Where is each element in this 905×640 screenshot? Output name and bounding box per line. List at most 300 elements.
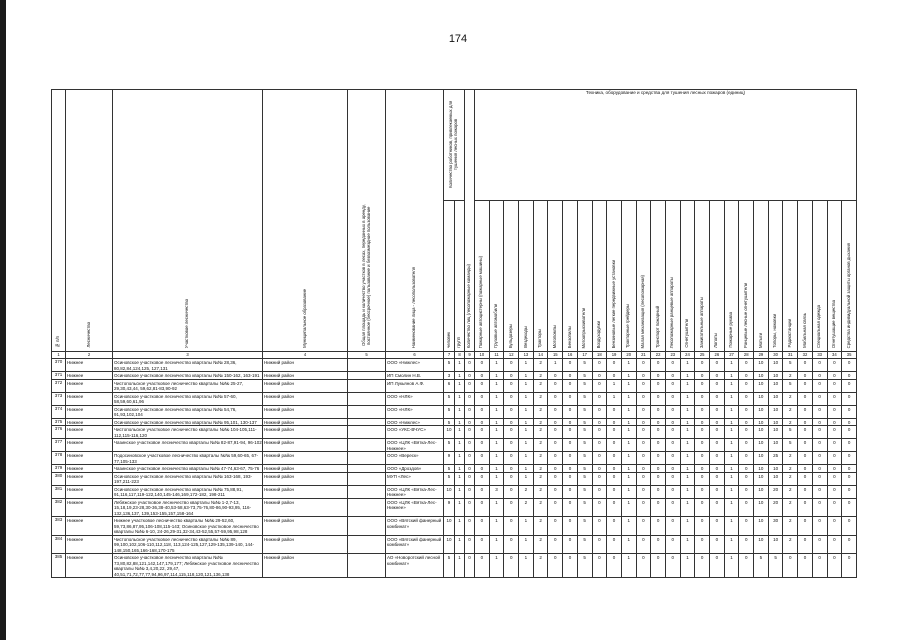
row-value: 0 bbox=[739, 465, 754, 473]
column-number: 16 bbox=[563, 352, 578, 359]
header-pkt bbox=[465, 90, 475, 352]
row-value: 5 bbox=[577, 392, 592, 405]
row-value: 10 bbox=[754, 485, 769, 498]
row-value: 0 bbox=[592, 439, 607, 452]
row-value: 0 bbox=[695, 405, 710, 418]
row-value: 1 bbox=[455, 439, 465, 452]
row-value: 1 bbox=[489, 465, 504, 473]
row-value: 0 bbox=[504, 392, 519, 405]
row-value: 0 bbox=[465, 359, 475, 372]
row-value: 0 bbox=[607, 426, 622, 439]
row-value: 0 bbox=[465, 472, 475, 485]
row-value: 0 bbox=[548, 379, 563, 392]
row-value: 2 bbox=[533, 485, 548, 498]
row-value: 5 bbox=[577, 359, 592, 372]
row-value: 2 bbox=[533, 535, 548, 554]
row-value: 0 bbox=[665, 517, 680, 536]
row-value: 1 bbox=[489, 359, 504, 372]
column-number: 23 bbox=[665, 352, 680, 359]
row-tenant: ООО «Вятский фанерный комбинат» bbox=[386, 517, 444, 536]
column-number: 28 bbox=[739, 352, 754, 359]
header-label: Мотоопрыскиватели bbox=[581, 307, 587, 348]
row-tenant: ИП Смолин Н.В. bbox=[386, 372, 444, 380]
table-row bbox=[52, 485, 857, 498]
row-value: 0 bbox=[475, 554, 490, 578]
row-value: 2 bbox=[533, 418, 548, 426]
row-value: 1 bbox=[455, 554, 465, 578]
column-number: 29 bbox=[754, 352, 769, 359]
column-number: 26 bbox=[710, 352, 725, 359]
row-value: 0 bbox=[842, 472, 857, 485]
row-municipality: Нижний район bbox=[263, 535, 348, 554]
row-value: 10 bbox=[754, 392, 769, 405]
header-label: Наименование лица - лесопользователя bbox=[411, 266, 417, 348]
row-value: 1 bbox=[519, 392, 534, 405]
row-tenant: ООО «Вереск» bbox=[386, 452, 444, 465]
header-label: Ранцевые лесные огнетушители bbox=[742, 283, 748, 348]
row-tenant: ИП Лукьянов А.Ф. bbox=[386, 379, 444, 392]
table-row bbox=[52, 405, 857, 418]
page-number: 174 bbox=[448, 33, 468, 45]
row-tenant: ООО «НЛК» bbox=[386, 392, 444, 405]
header-personnel-sub1 bbox=[444, 201, 455, 352]
header-equipment-item bbox=[695, 201, 710, 352]
row-value: 0 bbox=[695, 392, 710, 405]
row-value: 0 bbox=[665, 418, 680, 426]
header-equipment-item bbox=[680, 201, 695, 352]
row-value: 0 bbox=[548, 439, 563, 452]
row-value: 1 bbox=[680, 379, 695, 392]
row-value: 1 bbox=[519, 359, 534, 372]
row-value: 0 bbox=[827, 498, 842, 517]
row-value: 0 bbox=[842, 379, 857, 392]
row-value: 0 bbox=[739, 554, 754, 578]
row-area bbox=[348, 452, 386, 465]
row-value: 0 bbox=[665, 554, 680, 578]
row-value: 0 bbox=[563, 372, 578, 380]
table-row bbox=[52, 452, 857, 465]
column-number: 3 bbox=[113, 352, 263, 359]
row-forestry: Нижнее bbox=[66, 554, 113, 578]
row-value: 10 bbox=[754, 439, 769, 452]
row-value: 0 bbox=[465, 485, 475, 498]
row-value: 2 bbox=[783, 465, 798, 473]
row-value: 0 bbox=[607, 517, 622, 536]
row-value: 0 bbox=[636, 439, 651, 452]
column-number: 34 bbox=[827, 352, 842, 359]
row-value: 0 bbox=[636, 498, 651, 517]
row-value: 0 bbox=[665, 439, 680, 452]
row-district: Осиновское участковое лесничество кварталы №№ 54,76, 91,93,102,104 bbox=[113, 405, 263, 418]
row-forestry: Нижнее bbox=[66, 498, 113, 517]
column-number: 9 bbox=[465, 352, 475, 359]
row-number: 375 bbox=[52, 418, 66, 426]
row-value: 0 bbox=[812, 485, 827, 498]
row-value: 0 bbox=[827, 517, 842, 536]
header-equipment-item bbox=[489, 201, 504, 352]
row-value: 0 bbox=[739, 379, 754, 392]
row-district: Осиновское участковое лесничество кварталы №№ 73,80,82,88,121,142,147,179,177; Лебяжское участковое лесничество кварталы №№ 3,4,20,22, 29,47, 40,51,71,72,77,77,94,96,97,114,115,118,120,121,136,138 bbox=[113, 554, 263, 578]
row-area bbox=[348, 426, 386, 439]
row-area bbox=[348, 405, 386, 418]
row-value: 1 bbox=[680, 439, 695, 452]
row-value: 0 bbox=[739, 372, 754, 380]
row-value: 0 bbox=[842, 426, 857, 439]
row-value: 0 bbox=[475, 405, 490, 418]
row-forestry: Нижнее bbox=[66, 379, 113, 392]
row-value: 0 bbox=[475, 418, 490, 426]
row-municipality: Нижний район bbox=[263, 517, 348, 536]
row-value: 9 bbox=[444, 452, 455, 465]
row-value: 0 bbox=[665, 465, 680, 473]
row-value: 1 bbox=[519, 372, 534, 380]
column-number: 5 bbox=[348, 352, 386, 359]
row-value: 1 bbox=[489, 452, 504, 465]
row-value: 0 bbox=[842, 554, 857, 578]
row-value: 0 bbox=[827, 379, 842, 392]
header-label: Мобильная связь bbox=[801, 313, 807, 348]
row-value: 0 bbox=[607, 535, 622, 554]
header-label: Тракторы bbox=[537, 329, 543, 348]
row-value: 0 bbox=[842, 465, 857, 473]
row-value: 2 bbox=[533, 359, 548, 372]
row-value: 1 bbox=[724, 439, 739, 452]
row-value: 0 bbox=[548, 426, 563, 439]
row-tenant: МУП «Лес» bbox=[386, 472, 444, 485]
header-label: Огнетушители bbox=[684, 319, 690, 348]
column-number: 30 bbox=[768, 352, 783, 359]
row-value: 0 bbox=[739, 535, 754, 554]
row-value: 10 bbox=[768, 418, 783, 426]
row-value: 0 bbox=[592, 359, 607, 372]
row-value: 2 bbox=[533, 554, 548, 578]
row-value: 0 bbox=[548, 498, 563, 517]
header-equipment-item bbox=[607, 201, 622, 352]
row-value: 0 bbox=[739, 498, 754, 517]
row-value: 0 bbox=[504, 379, 519, 392]
row-value: 0 bbox=[592, 498, 607, 517]
row-value: 0 bbox=[636, 392, 651, 405]
row-tenant: АО «Новоротский лесной комбинат» bbox=[386, 554, 444, 578]
row-value: 10 bbox=[768, 535, 783, 554]
row-district: Подосиновское участковое лесничество кварталы №№ 59,60-65, 67-77,105-133 bbox=[113, 452, 263, 465]
row-value: 25 bbox=[768, 452, 783, 465]
row-forestry: Нижнее bbox=[66, 472, 113, 485]
header-equipment-item bbox=[665, 201, 680, 352]
row-value: 0 bbox=[636, 535, 651, 554]
row-value: 0 bbox=[504, 485, 519, 498]
row-value: 0 bbox=[827, 426, 842, 439]
row-value: 2 bbox=[783, 485, 798, 498]
row-value: 0 bbox=[651, 426, 666, 439]
row-value: 0 bbox=[504, 418, 519, 426]
row-value: 0 bbox=[465, 535, 475, 554]
row-tenant: ООО «Вятский фанерный комбинат» bbox=[386, 535, 444, 554]
row-value: 0 bbox=[651, 418, 666, 426]
header-label: групп bbox=[456, 337, 462, 348]
row-value: 5 bbox=[577, 472, 592, 485]
row-value: 1 bbox=[621, 452, 636, 465]
row-value: 0 bbox=[695, 554, 710, 578]
row-value: 10 bbox=[754, 472, 769, 485]
row-value: 5 bbox=[577, 405, 592, 418]
row-value: 0 bbox=[812, 372, 827, 380]
row-value: 0 bbox=[827, 392, 842, 405]
row-area bbox=[348, 485, 386, 498]
row-value: 9 bbox=[444, 498, 455, 517]
row-value: 10 bbox=[768, 426, 783, 439]
row-value: 10 bbox=[754, 465, 769, 473]
row-area bbox=[348, 535, 386, 554]
row-value: 2 bbox=[783, 392, 798, 405]
row-area bbox=[348, 498, 386, 517]
header-label: Специальная одежда bbox=[816, 304, 822, 348]
header-label: Огнетушащие вещества bbox=[830, 299, 836, 348]
row-value: 0 bbox=[710, 372, 725, 380]
row-value: 0 bbox=[812, 359, 827, 372]
row-value: 0 bbox=[465, 465, 475, 473]
row-value: 0 bbox=[710, 554, 725, 578]
row-value: 0 bbox=[842, 535, 857, 554]
row-forestry: Нижнее bbox=[66, 465, 113, 473]
row-value: 0 bbox=[651, 392, 666, 405]
row-value: 0 bbox=[465, 405, 475, 418]
row-number: 378 bbox=[52, 452, 66, 465]
row-value: 0 bbox=[665, 535, 680, 554]
row-value: 1 bbox=[724, 379, 739, 392]
row-value: 0 bbox=[504, 498, 519, 517]
header-equipment-item bbox=[504, 201, 519, 352]
row-value: 1 bbox=[489, 472, 504, 485]
column-number: 20 bbox=[621, 352, 636, 359]
row-value: 0 bbox=[695, 379, 710, 392]
row-value: 0 bbox=[798, 426, 813, 439]
table-row bbox=[52, 554, 857, 578]
row-value: 1 bbox=[621, 359, 636, 372]
row-forestry: Нижнее bbox=[66, 418, 113, 426]
row-value: 1 bbox=[489, 405, 504, 418]
row-value: 1 bbox=[455, 426, 465, 439]
row-forestry: Нижнее bbox=[66, 405, 113, 418]
row-area bbox=[348, 359, 386, 372]
row-value: 2 bbox=[533, 392, 548, 405]
row-value: 0 bbox=[812, 498, 827, 517]
row-value: 0 bbox=[739, 439, 754, 452]
row-value: 0 bbox=[465, 418, 475, 426]
row-value: 1 bbox=[724, 498, 739, 517]
row-value: 0 bbox=[798, 392, 813, 405]
row-forestry: Нижнее bbox=[66, 372, 113, 380]
table-row bbox=[52, 535, 857, 554]
column-number: 12 bbox=[504, 352, 519, 359]
row-value: 1 bbox=[621, 485, 636, 498]
table-row bbox=[52, 498, 857, 517]
row-value: 5 bbox=[444, 405, 455, 418]
row-value: 20 bbox=[768, 498, 783, 517]
row-value: 2 bbox=[533, 465, 548, 473]
row-value: 0 bbox=[465, 554, 475, 578]
row-value: 1 bbox=[621, 535, 636, 554]
row-value: 0 bbox=[710, 498, 725, 517]
header-label: Пожарные автоцистерны (пожарные машины) bbox=[478, 255, 484, 348]
row-value: 0 bbox=[548, 472, 563, 485]
row-district: Чистопольское участковое лесничество кварталы №№ 25-27, 29,30,43,44, 59,62,81-83,90-92 bbox=[113, 379, 263, 392]
row-value: 0 bbox=[695, 439, 710, 452]
row-value: 2 bbox=[783, 405, 798, 418]
row-value: 0 bbox=[465, 379, 475, 392]
row-value: 2 bbox=[533, 517, 548, 536]
header-label: Мотыги bbox=[757, 333, 763, 348]
row-value: 1 bbox=[489, 372, 504, 380]
row-value: 0 bbox=[607, 405, 622, 418]
row-value: 1 bbox=[724, 485, 739, 498]
row-value: 0 bbox=[665, 498, 680, 517]
row-value: 2 bbox=[533, 379, 548, 392]
header-label: Бензопилы bbox=[566, 325, 572, 348]
column-number: 1 bbox=[52, 352, 66, 359]
row-value: 5 bbox=[754, 554, 769, 578]
row-value: 0 bbox=[592, 418, 607, 426]
row-value: 10 bbox=[768, 379, 783, 392]
row-value: 0 bbox=[827, 472, 842, 485]
row-value: 0 bbox=[842, 439, 857, 452]
header-equipment-item bbox=[592, 201, 607, 352]
row-value: 0 bbox=[548, 485, 563, 498]
scan-edge-bar bbox=[0, 0, 6, 640]
row-value: 0 bbox=[475, 498, 490, 517]
row-number: 371 bbox=[52, 372, 66, 380]
header-label: Муниципальное образование bbox=[301, 289, 307, 348]
row-district: Чистопольское участковое лесничество кварталы №№ 89, 99,100,102,106-110,112,118, 113,124-125,127,129-135,139-140, 144-148,150,165,166-168,170-175 bbox=[113, 535, 263, 554]
row-value: 0 bbox=[812, 535, 827, 554]
header-equipment-item bbox=[783, 201, 798, 352]
row-municipality: Нижний район bbox=[263, 465, 348, 473]
row-value: 0 bbox=[695, 498, 710, 517]
row-forestry: Нижнее bbox=[66, 359, 113, 372]
row-value: 3 bbox=[444, 372, 455, 380]
row-district: Нижнее участковое лесничество кварталы №№ 29-52,60, 59,73,86,87,95,106-108,115-143; Осиновское участковое лесничество кварталы №№ 6-10, 24-26,29-31,32-34,43-52,55,57-59,95,98,128 bbox=[113, 517, 263, 536]
row-value: 0 bbox=[710, 392, 725, 405]
header-area-info bbox=[348, 90, 386, 352]
row-number: 380 bbox=[52, 472, 66, 485]
row-value: 1 bbox=[489, 535, 504, 554]
row-value: 0 bbox=[710, 359, 725, 372]
row-value: 0 bbox=[798, 535, 813, 554]
row-value: 1 bbox=[519, 405, 534, 418]
row-value: 5 bbox=[577, 498, 592, 517]
row-value: 1 bbox=[489, 418, 504, 426]
row-value: 0 bbox=[607, 472, 622, 485]
row-value: 0 bbox=[607, 554, 622, 578]
row-municipality: Нижний район bbox=[263, 405, 348, 418]
row-municipality: Нижний район bbox=[263, 359, 348, 372]
row-value: 0 bbox=[665, 426, 680, 439]
row-value: 0 bbox=[798, 517, 813, 536]
row-value: 1 bbox=[519, 426, 534, 439]
row-value: 0 bbox=[665, 359, 680, 372]
row-value: 0 bbox=[475, 372, 490, 380]
row-value: 2 bbox=[533, 439, 548, 452]
header-label: Зажигательные аппараты bbox=[698, 296, 704, 348]
row-value: 0 bbox=[812, 517, 827, 536]
row-value: 10 bbox=[768, 465, 783, 473]
row-value: 10 bbox=[754, 372, 769, 380]
row-value: 0 bbox=[563, 517, 578, 536]
row-value: 1 bbox=[489, 439, 504, 452]
row-value: 0 bbox=[812, 379, 827, 392]
column-number: 13 bbox=[519, 352, 534, 359]
row-value: 1 bbox=[455, 372, 465, 380]
row-value: 0 bbox=[592, 452, 607, 465]
row-value: 3 bbox=[489, 485, 504, 498]
header-equipment-item bbox=[768, 201, 783, 352]
column-number: 15 bbox=[548, 352, 563, 359]
column-number: 7 bbox=[444, 352, 455, 359]
column-number: 10 bbox=[475, 352, 490, 359]
row-value: 0 bbox=[665, 392, 680, 405]
row-value: 0 bbox=[739, 405, 754, 418]
row-value: 1 bbox=[621, 472, 636, 485]
row-value: 0 bbox=[710, 405, 725, 418]
row-district: Чазинское участковое лесничество кварталы №№ 82-87,91-94, 96-102 bbox=[113, 439, 263, 452]
row-value: 10 bbox=[754, 426, 769, 439]
row-value: 0 bbox=[504, 426, 519, 439]
row-value: 0 bbox=[665, 452, 680, 465]
row-value: 10 bbox=[768, 359, 783, 372]
row-value: 0 bbox=[710, 535, 725, 554]
row-area bbox=[348, 554, 386, 578]
row-value: 0 bbox=[651, 498, 666, 517]
header-label: Вездеходы bbox=[522, 326, 528, 348]
row-value: 0 bbox=[592, 405, 607, 418]
row-value: 5 bbox=[444, 554, 455, 578]
row-value: 0 bbox=[592, 517, 607, 536]
row-value: 5 bbox=[577, 517, 592, 536]
row-value: 0 bbox=[504, 359, 519, 372]
row-value: 0 bbox=[710, 465, 725, 473]
row-value: 1 bbox=[680, 485, 695, 498]
header-equipment-item bbox=[798, 201, 813, 352]
header-equipment-item bbox=[563, 201, 578, 352]
row-value: 0 bbox=[695, 359, 710, 372]
row-value: 0 bbox=[783, 554, 798, 578]
header-label: Грузовые автомобили bbox=[493, 304, 499, 348]
header-equipment-item bbox=[754, 201, 769, 352]
row-value: 0 bbox=[710, 426, 725, 439]
row-value: 5 bbox=[783, 379, 798, 392]
row-value: 1 bbox=[548, 359, 563, 372]
row-value: 0 bbox=[636, 472, 651, 485]
row-value: 0 bbox=[504, 405, 519, 418]
header-equipment-item bbox=[621, 201, 636, 352]
row-value: 0 bbox=[636, 426, 651, 439]
row-value: 0 bbox=[842, 359, 857, 372]
row-number: 374 bbox=[52, 405, 66, 418]
row-tenant: ООО «УКС-ВЧУС» bbox=[386, 426, 444, 439]
row-value: 1 bbox=[455, 379, 465, 392]
row-value: 0 bbox=[651, 472, 666, 485]
row-value: 2 bbox=[519, 485, 534, 498]
row-value: 10 bbox=[768, 405, 783, 418]
row-municipality: Нижний район bbox=[263, 418, 348, 426]
row-value: 2 bbox=[533, 472, 548, 485]
row-value: 1 bbox=[455, 517, 465, 536]
row-value: 1 bbox=[680, 359, 695, 372]
header-label: Тракторные грейдеры bbox=[625, 304, 631, 348]
row-value: 10 bbox=[768, 472, 783, 485]
row-forestry: Нижнее bbox=[66, 439, 113, 452]
row-value: 0 bbox=[607, 439, 622, 452]
